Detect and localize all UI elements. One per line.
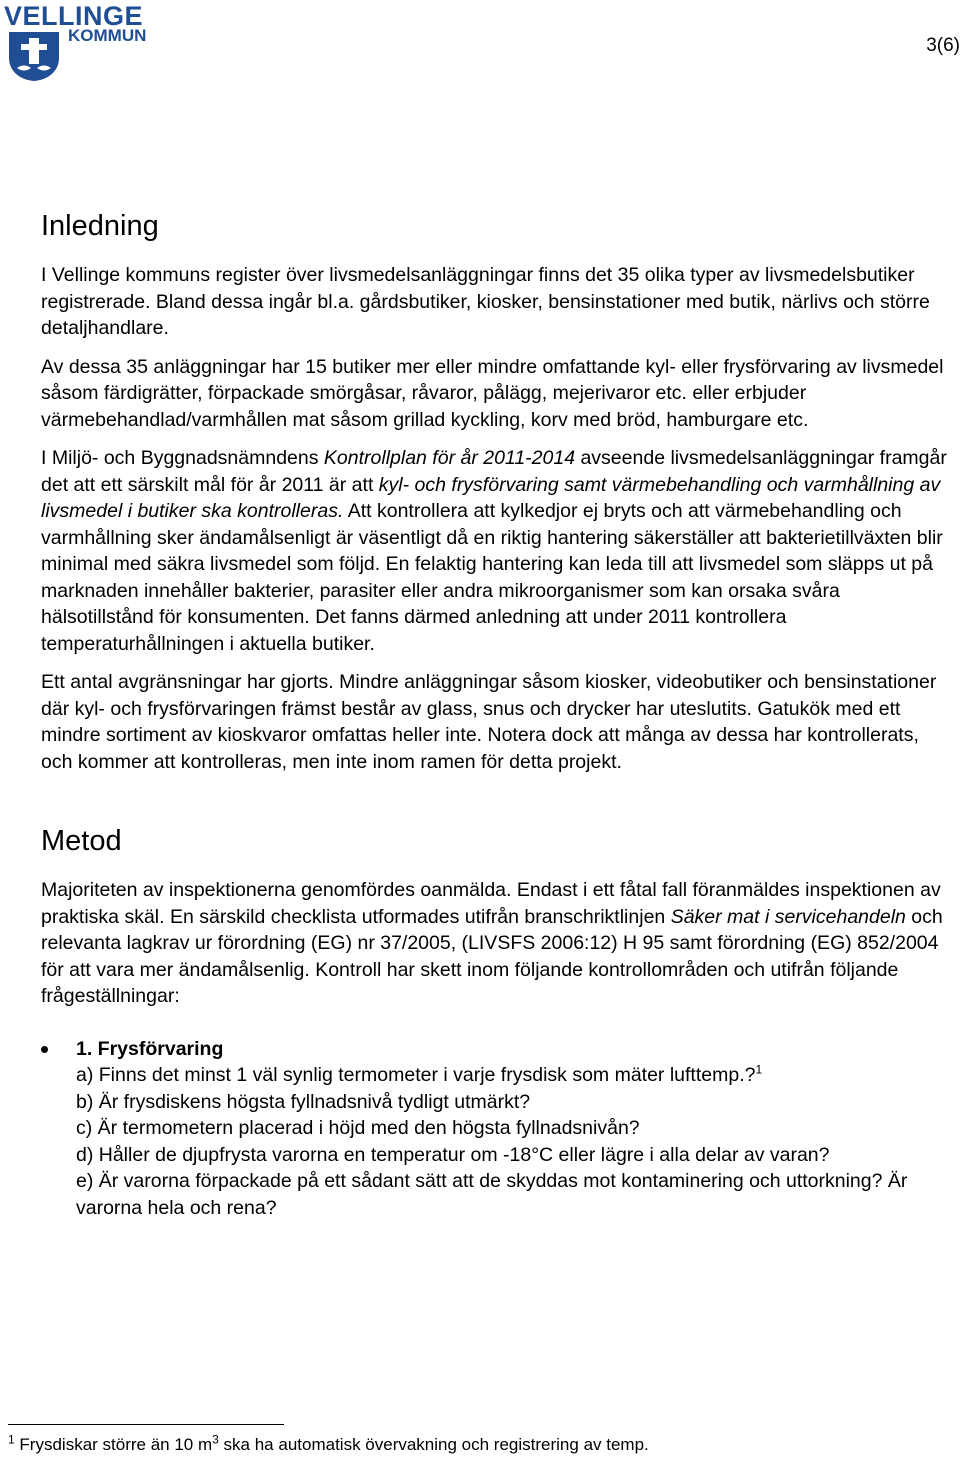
question-b: b) Är frysdiskens högsta fyllnadsnivå tydligt utmärkt? xyxy=(76,1090,531,1113)
coat-of-arms-icon xyxy=(7,30,61,82)
page-number: 3(6) xyxy=(926,35,960,56)
question-c: c) Är termometern placerad i höjd med den högsta fyllnadsnivån? xyxy=(76,1117,640,1139)
footnote-divider xyxy=(8,1424,284,1425)
list-item xyxy=(41,1036,953,1222)
list-heading: 1. Frysförvaring xyxy=(76,1037,224,1060)
question-a: a) Finns det minst 1 väl synlig termometer i varje frysdisk som mäter lufttemp.?$^1$ xyxy=(76,1062,763,1086)
paragraph-2: Av dessa 35 anläggningar har 15 butiker mer eller mindre omfattande kyl- eller frysförvaring av livsmedel såsom färdigrätter, förpackade smörgåsar, råvaror, pålägg, mejerivaror etc. eller erbjuder värmebehandlad/varmhållen mat såsom grillad kyckling, korv med bröd, hamburgare etc. xyxy=(41,355,944,431)
paragraph-3: I Miljö- och Byggnadsnämndens Kontrollplan för år 2011-2014 avseende livsmedelsanläggningar framgår det att ett särskilt mål för år 2011 är att kyl- och frysförvaring samt värmebehandling och varmhållning av livsmedel i butiker ska kontrolleras. Att kontrollera att kylkedjor ej bryts och att värmebehandling och varmhållning sker ändamålsenligt är väsentligt då en riktig hantering säkerställer att bakterietillväxten blir minimal med säkra livsmedel som följd. En felaktig hantering kan leda till att livsmedel som släpps ut på marknaden innehåller bakterier, parasiter eller andra mikroorganismer som kan orsaka svåra hälsotillstånd för konsumenten. Det fanns därmed anledning att under 2011 kontrollera temperaturhållningen i aktuella butiker. xyxy=(41,447,947,655)
paragraph-1: I Vellinge kommuns register över livsmedelsanläggningar finns det 35 olika typer av livsmedelsbutiker registrerade. Bland dessa ingår bl.a. gårdsbutiker, kiosker, bensinstationer med butik, närlivs och större detaljhandlare. xyxy=(41,264,930,339)
logo-sub: KOMMUN xyxy=(68,26,147,45)
paragraph-4: Ett antal avgränsningar har gjorts. Mindre anläggningar såsom kiosker, videobutiker och bensinstationer där kyl- och frysförvaringen främst består av glass, snus och drycker har uteslutits. Gatukök med ett mindre sortiment av kioskvaror omfattas heller inte. Notera dock att många av dessa har kontrollerats, och kommer att kontrolleras, men inte inom ramen för detta projekt. xyxy=(41,671,937,773)
vellinge-logo xyxy=(4,1,147,82)
bullet-icon xyxy=(41,1046,48,1053)
heading-metod: Metod xyxy=(41,825,122,857)
paragraph-5: Majoriteten av inspektionerna genomfördes oanmälda. Endast i ett fåtal fall föranmäldes inspektionen av praktiska skäl. En särskild checklista utformades utifrån branschriktlinjen Säker mat i servicehandeln och relevanta lagkrav ur förordning (EG) nr 37/2005, (LIVSFS 2006:12) H 95 samt förordning (EG) 852/2004 för att vara mer ändamålsenlig. Kontroll har skett inom följande kontrollområden och utifrån följande frågeställningar: xyxy=(41,879,943,1007)
logo-name: VELLINGE xyxy=(4,1,144,31)
heading-inledning: Inledning xyxy=(41,210,159,242)
question-e: e) Är varorna förpackade på ett sådant sätt att de skyddas mot kontaminering och uttorkning? Är varorna hela och rena? xyxy=(76,1170,908,1219)
question-list xyxy=(41,1036,953,1222)
document-body xyxy=(41,206,953,1221)
question-d: d) Håller de djupfrysta varorna en temperatur om -18°C eller lägre i alla delar av varan? xyxy=(76,1143,830,1166)
footnote: $^1$ Frysdiskar större än 10 $m^3$ ska ha automatisk övervakning och registrering av temp. xyxy=(8,1432,649,1454)
